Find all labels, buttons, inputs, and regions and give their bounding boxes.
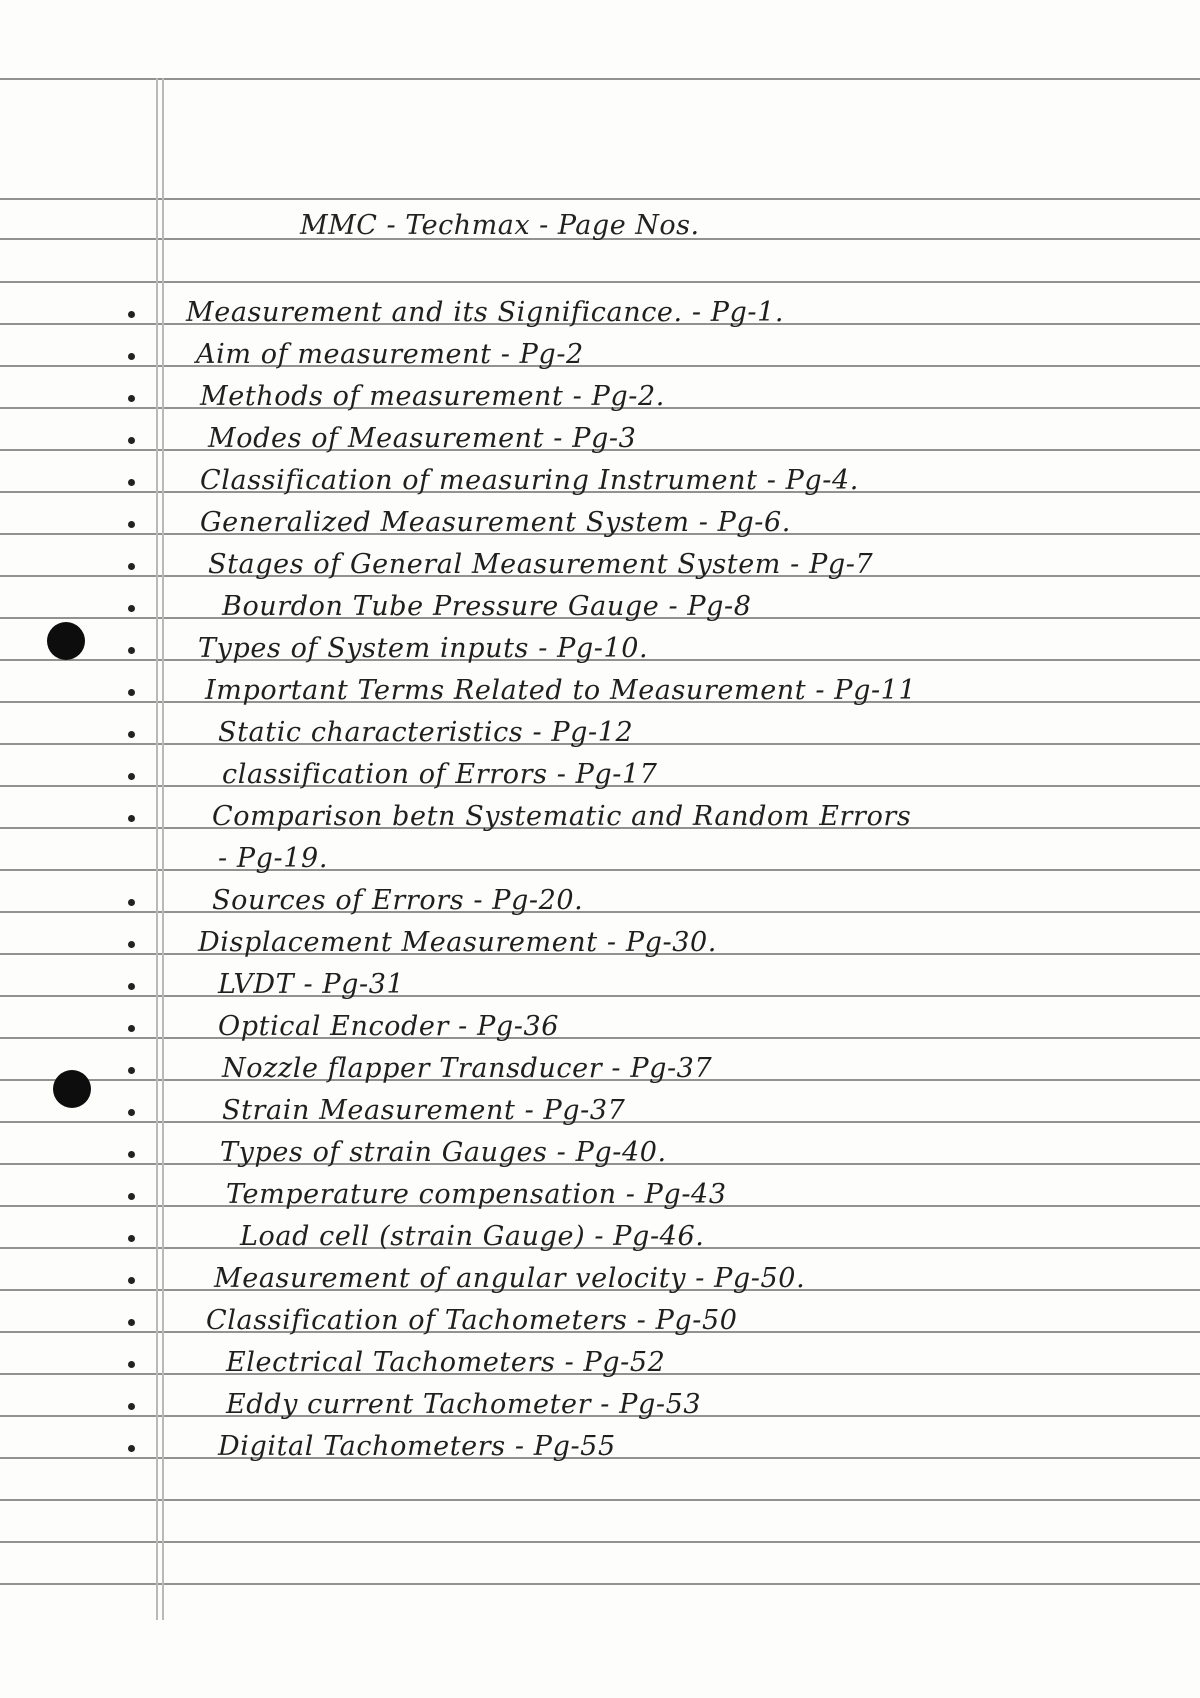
bullet [128,1361,135,1368]
bullet [128,731,135,738]
ruled-line [0,1541,1200,1543]
toc-entry: Temperature compensation - Pg-43 [226,1179,727,1210]
bullet [128,1151,135,1158]
toc-entry: Comparison betn Systematic and Random Errors [212,801,912,832]
ruled-line [0,198,1200,200]
bullet [128,563,135,570]
bullet [128,395,135,402]
toc-entry: Measurement and its Significance. - Pg-1. [186,297,785,328]
toc-entry: Bourdon Tube Pressure Gauge - Pg-8 [222,591,752,622]
bullet [128,1445,135,1452]
toc-entry: Electrical Tachometers - Pg-52 [226,1347,666,1378]
bullet [128,1067,135,1074]
bullet [128,1025,135,1032]
bullet [128,647,135,654]
bullet [128,521,135,528]
bullet [128,1277,135,1284]
toc-entry: Optical Encoder - Pg-36 [218,1011,560,1042]
ruled-line [0,995,1200,997]
toc-entry: Eddy current Tachometer - Pg-53 [226,1389,702,1420]
toc-entry: Load cell (strain Gauge) - Pg-46. [240,1221,705,1252]
bullet [128,983,135,990]
ruled-line [0,281,1200,283]
toc-entry: LVDT - Pg-31 [218,969,405,1000]
bullet [128,689,135,696]
toc-entry: Methods of measurement - Pg-2. [200,381,665,412]
ruled-line [0,869,1200,871]
toc-entry: classification of Errors - Pg-17 [222,759,658,790]
bullet [128,479,135,486]
margin-line [156,78,158,1620]
toc-entry: Digital Tachometers - Pg-55 [218,1431,616,1462]
bullet [128,1109,135,1116]
page-title: MMC - Techmax - Page Nos. [300,210,700,241]
bullet [128,773,135,780]
toc-entry: Measurement of angular velocity - Pg-50. [214,1263,806,1294]
toc-entry: Generalized Measurement System - Pg-6. [200,507,791,538]
ruled-line [0,1037,1200,1039]
bullet [128,605,135,612]
toc-entry: Classification of measuring Instrument - Pg-4. [200,465,859,496]
bullet [128,899,135,906]
toc-entry: Static characteristics - Pg-12 [218,717,634,748]
toc-entry: Sources of Errors - Pg-20. [212,885,584,916]
ruled-line [0,1583,1200,1585]
toc-entry: Modes of Measurement - Pg-3 [208,423,637,454]
toc-entry: Displacement Measurement - Pg-30. [198,927,717,958]
toc-entry: Strain Measurement - Pg-37 [222,1095,626,1126]
ruled-line [0,365,1200,367]
bullet [128,1235,135,1242]
ruled-line [0,911,1200,913]
bullet [128,437,135,444]
toc-entry: Stages of General Measurement System - Pg-7 [208,549,874,580]
bullet [128,1403,135,1410]
bullet [128,815,135,822]
bullet [128,1193,135,1200]
toc-entry: - Pg-19. [218,843,329,874]
punch-hole [47,622,85,660]
toc-entry: Types of strain Gauges - Pg-40. [220,1137,667,1168]
bullet [128,1319,135,1326]
toc-entry: Nozzle flapper Transducer - Pg-37 [222,1053,713,1084]
toc-entry: Important Terms Related to Measurement - Pg-11 [205,675,917,706]
margin-line [162,78,164,1620]
toc-entry: Aim of measurement - Pg-2 [196,339,584,370]
ruled-line [0,1499,1200,1501]
punch-hole [53,1070,91,1108]
bullet [128,353,135,360]
bullet [128,941,135,948]
bullet [128,311,135,318]
toc-entry: Types of System inputs - Pg-10. [198,633,649,664]
toc-entry: Classification of Tachometers - Pg-50 [206,1305,738,1336]
ruled-line [0,78,1200,80]
